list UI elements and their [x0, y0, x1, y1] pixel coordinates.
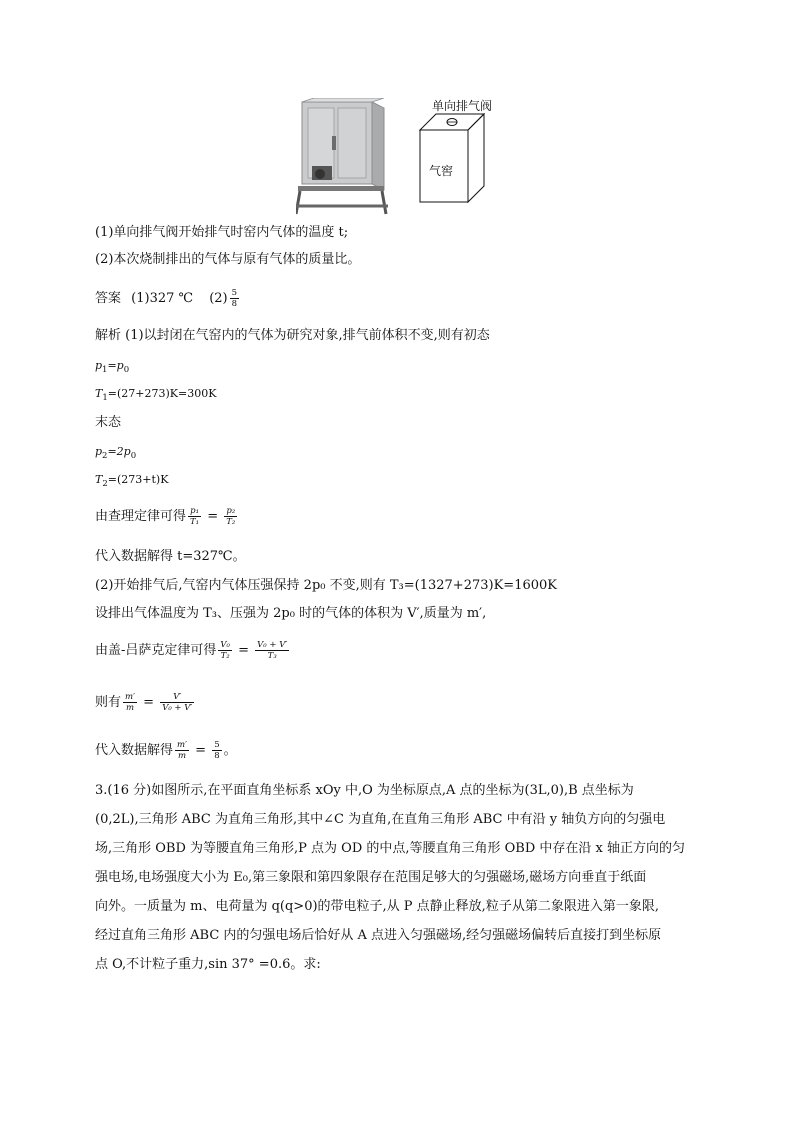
kiln-label: 气窖 [429, 164, 454, 178]
set-line: 设排出气体温度为 T₃、压强为 2p₀ 时的气体的体积为 V′,质量为 m′, [95, 606, 487, 621]
question-2: (2)本次烧制排出的气体与原有气体的质量比。 [95, 252, 361, 267]
valve-label: 单向排气阀 [432, 99, 493, 113]
problem3-line-4: 强电场,电场强度大小为 E₀,第三象限和第四象限存在范围足够大的匀强磁场,磁场方向垂直于纸面 [95, 870, 647, 885]
final-result-line: 代入数据解得 $\frac{m'}{m}$ = $\frac{5}{8}$ 。 [95, 740, 237, 761]
question-1: (1)单向排气阀开始排气时窑内气体的温度 t; [95, 225, 349, 240]
final-state-label: 末态 [95, 415, 122, 430]
part2-line: (2)开始排气后,气窑内气体压强保持 2p₀ 不变,则有 T₃=(1327+273)K=1600K [95, 578, 557, 593]
answer-line [95, 288, 241, 309]
problem3-line-1: 3.(16 分)如图所示,在平面直角坐标系 xOy 中,O 为坐标原点,A 点的坐标为(3L,0),B 点坐标为 [95, 783, 634, 798]
answer-part1: (1)327 ℃ [131, 291, 194, 306]
kiln-photo [296, 98, 388, 216]
problem3-line-5: 向外。一质量为 m、电荷量为 q(q>0)的带电粒子,从 P 点静止释放,粒子从第二象限进入第一象限, [95, 899, 659, 914]
solution-intro: 解析 (1)以封闭在气窑内的气体为研究对象,排气前体积不变,则有初态 [95, 328, 490, 343]
answer-fraction: $\frac{5}{8}$ [231, 288, 238, 309]
T1-line: $T_1=(27+273)K=300K$ [95, 387, 217, 403]
answer-label: 答案 [95, 291, 122, 306]
kiln-diagram [418, 112, 498, 204]
problem3-line-2: (0,2L),三角形 ABC 为直角三角形,其中∠C 为直角,在直角三角形 ABC 中有沿 y 轴负方向的匀强电 [95, 812, 666, 827]
charles-law-line: 由查理定律可得 $\frac{\text{p₁}}{\text{T₁}}$ = $\frac{\text{p₂}}{\text{T₂}}$ [95, 506, 236, 527]
problem3-line-3: 场,三角形 OBD 为等腰直角三角形,P 点为 OD 的中点,等腰直角三角形 OBD 中存在沿 x 轴正方向的匀 [95, 841, 686, 856]
p1-line: $p_1=p_0$ [95, 359, 130, 375]
then-line: 则有 $\frac{m'}{m}$ = $\frac{V'}{\text{V₀ + V′}}$ [95, 692, 193, 713]
T2-line: $T_2=(273+t)K$ [95, 473, 169, 489]
gay-lussac-line: 由盖-吕萨克定律可得 $\frac{\text{V₀}}{\text{T₂}}$ = $\frac{\text{V₀ + V′}}{\text{T₃}}$ [95, 640, 288, 661]
problem3-line-6: 经过直角三角形 ABC 内的匀强电场后恰好从 A 点进入匀强磁场,经匀强磁场偏转后直接打到坐标原 [95, 928, 662, 943]
p2-line: $p_2=2p_0$ [95, 445, 137, 461]
problem3-line-7: 点 O,不计粒子重力,sin 37° =0.6。求: [95, 957, 321, 972]
answer-part2: (2) [209, 291, 228, 306]
substitution-result: 代入数据解得 t=327℃。 [95, 549, 246, 564]
